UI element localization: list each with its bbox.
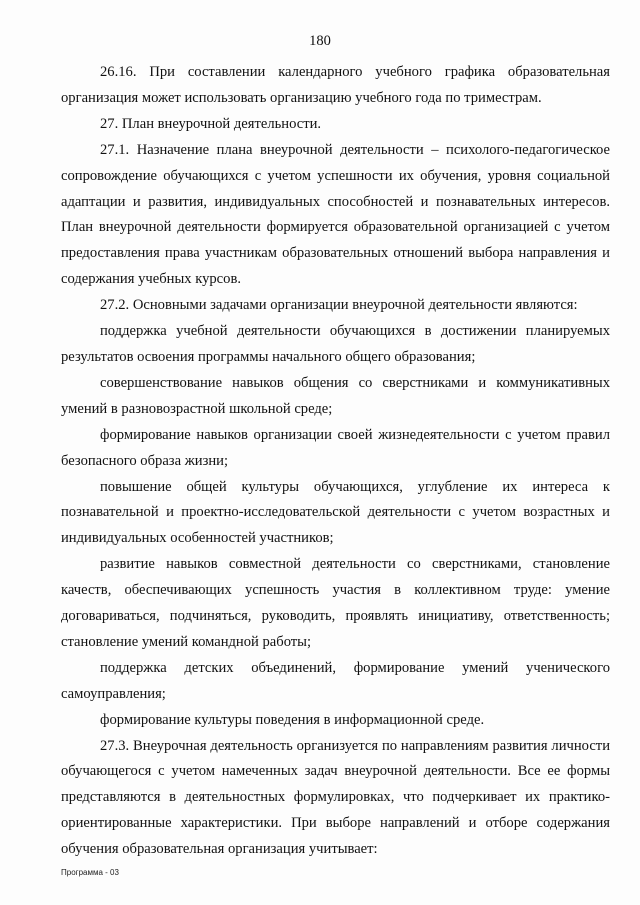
- list-item-task-6: поддержка детских объединений, формирование умений ученического самоуправления;: [61, 659, 610, 702]
- page-number: 180: [309, 33, 331, 49]
- list-item-task-1: поддержка учебной деятельности обучающихся в достижении планируемых результатов освоения программы начального общего образования;: [61, 323, 610, 365]
- list-item-task-2: совершенствование навыков общения со сверстниками и коммуникативных умений в разновозрастной школьной среде;: [61, 374, 610, 417]
- page-footer: Программа - 03: [61, 868, 119, 877]
- paragraph-27-1: 27.1. Назначение плана внеурочной деятельности – психолого-педагогическое сопровождение обучающихся с учетом успешности их обучения, уровня социальной адаптации и развития, индивидуальных способностей и познавательных интересов. План внеурочной деятельности формируется образовательной организацией с учетом предоставления права участникам образовательных отношений выбора направления и содержания учебных курсов.: [61, 141, 610, 288]
- list-item-task-7: формирование культуры поведения в информационной среде.: [100, 711, 485, 728]
- heading-27-extracurricular-plan: 27. План внеурочной деятельности.: [100, 115, 322, 132]
- paragraph-27-2: 27.2. Основными задачами организации внеурочной деятельности являются:: [100, 297, 578, 314]
- list-item-task-3: формирование навыков организации своей жизнедеятельности с учетом правил безопасного образа жизни;: [61, 426, 610, 469]
- list-item-task-5: развитие навыков совместной деятельности со сверстниками, становление качеств, обеспечивающих успешность участия в коллективном труде: умение договариваться, подчиняться, руководить, проявлять инициативу, ответственность; становление умений командной работы;: [61, 556, 610, 650]
- paragraph-27-3: 27.3. Внеурочная деятельность организуется по направлениям развития личности обучающегося с учетом намеченных задач внеурочной деятельности. Все ее формы представляются в деятельностных формулировках, что подчеркивает их практико-ориентированные характеристики. При выборе направлений и отборе содержания обучения образовательная организация учитывает:: [61, 737, 610, 858]
- document-body: [61, 60, 610, 863]
- paragraph-26-16: 26.16. При составлении календарного учебного графика образовательная организация может использовать организацию учебного года по триместрам.: [61, 64, 610, 106]
- list-item-task-4: повышение общей культуры обучающихся, углубление их интереса к познавательной и проектно-исследовательской деятельности с учетом возрастных и индивидуальных особенностей участников;: [61, 478, 610, 547]
